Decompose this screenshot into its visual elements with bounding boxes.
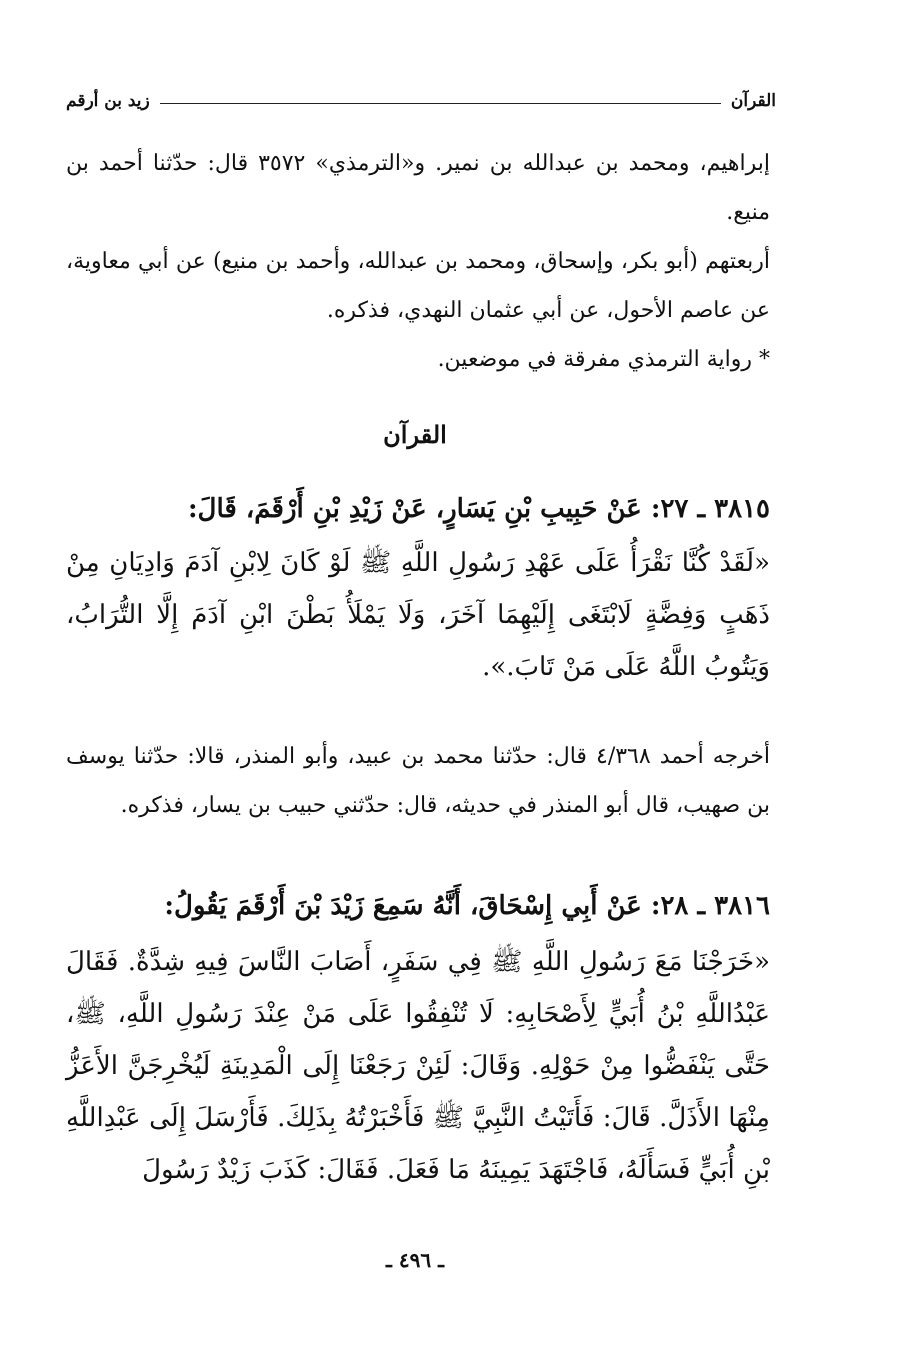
note-paragraph: * رواية الترمذي مفرقة في موضعين. [437,347,770,372]
header-book-title: زيد بن أرقم [66,91,150,111]
section-title: القرآن [383,420,447,449]
header-rule [160,103,721,104]
running-header [66,86,776,116]
hadith-1-source: أخرجه أحمد ٤/٣٦٨ قال: حدّثنا محمد بن عبيد، وأبو المنذر، قالا: حدّثنا يوسف بن صهيب، قال أبو المنذر في حديثه، قال: حدّثني حبيب بن يسار، فذكره. [66,744,770,818]
source-paragraph-2: أربعتهم (أبو بكر، وإسحاق، ومحمد بن عبدالله، وأحمد بن منيع) عن أبي معاوية، عن عاصم الأحول، عن أبي عثمان النهدي، فذكره. [66,249,770,323]
hadith-1-text: «لَقَدْ كُنَّا نَقْرَأُ عَلَى عَهْدِ رَسُولِ اللَّهِ ﷺ لَوْ كَانَ لِابْنِ آدَمَ وَادِيَانِ مِنْ ذَهَبٍ وَفِضَّةٍ لَابْتَغَى إِلَيْهِمَا آخَرَ، وَلَا يَمْلَأُ بَطْنَ ابْنِ آدَمَ إِلَّا التُّرَابُ، وَيَتُوبُ اللَّهُ عَلَى مَنْ تَابَ.». [66,548,770,682]
hadith-2-intro-text: ٣٨١٦ ـ ٢٨: عَنْ أَبِي إِسْحَاقَ، أَنَّهُ سَمِعَ زَيْدَ بْنَ أَرْقَمَ يَقُولُ: [164,891,770,921]
hadith-2-text: «خَرَجْنَا مَعَ رَسُولِ اللَّهِ ﷺ فِي سَفَرٍ، أَصَابَ النَّاسَ فِيهِ شِدَّةٌ. فَقَالَ عَبْدُاللَّهِ بْنُ أُبَيٍّ لِأَصْحَابِهِ: لَا تُنْفِقُوا عَلَى مَنْ عِنْدَ رَسُولِ اللَّهِ، ﷺ، حَتَّى يَنْفَضُّوا مِنْ حَوْلِهِ. وَقَالَ: لَئِنْ رَجَعْنَا إِلَى الْمَدِينَةِ لَيُخْرِجَنَّ الأَعَزُّ مِنْهَا الأَذَلَّ. قَالَ: فَأَتَيْتُ النَّبِيَّ ﷺ فَأَخْبَرْتُهُ بِذَلِكَ. فَأَرْسَلَ إِلَى عَبْدِاللَّهِ بْنِ أُبَيٍّ فَسَأَلَهُ، فَاجْتَهَدَ يَمِينَهُ مَا فَعَلَ. فَقَالَ: كَذَبَ زَيْدٌ رَسُولَ [66,947,771,1185]
page-number: ـ ٤٩٦ ـ [386,1248,444,1272]
hadith-1-intro [66,483,770,535]
source-paragraph-1: إبراهيم، ومحمد بن عبدالله بن نمير. و«الترمذي» ٣٥٧٢ قال: حدّثنا أحمد بن منيع. [66,151,770,225]
hadith-2-intro [66,880,770,932]
header-chapter-title: القرآن [730,91,776,111]
hadith-1-intro-text: ٣٨١٥ ـ ٢٧: عَنْ حَبِيبِ بْنِ يَسَارٍ، عَنْ زَيْدِ بْنِ أَرْقَمَ، قَالَ: [187,494,770,524]
